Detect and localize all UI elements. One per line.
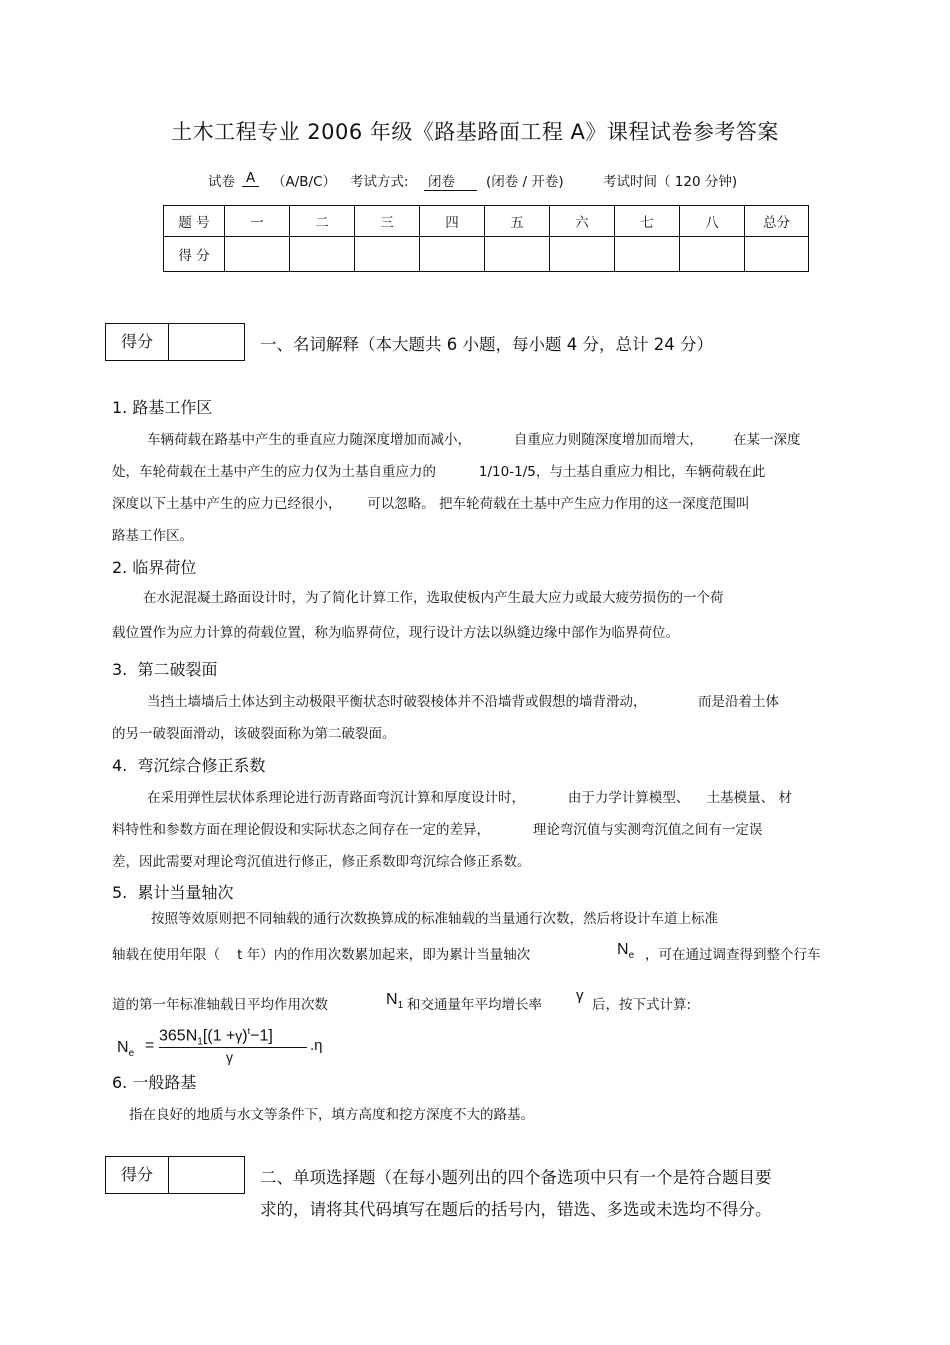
item-text-line: 在水泥混凝土路面设计时，为了简化计算工作，选取使板内产生最大应力或最大疲劳损伤的一个荷 [143, 590, 724, 606]
exam-time: 考试时间（ 120 分钟) [603, 174, 738, 190]
section2-heading-line2: 求的，请将其代码填写在题后的括号内，错选、多选或未选均不得分。 [260, 1200, 772, 1219]
section2-score-label: 得分 [106, 1157, 169, 1193]
paper-label: 试卷 [208, 174, 235, 190]
formula-numerator-b: [(1 + [202, 1027, 236, 1045]
item-text-line: 在采用弹性层状体系理论进行沥青路面弯沉计算和厚度设计时， 由于力学计算模型、 土基模量、 材 [147, 790, 792, 806]
formula-lhs [117, 1039, 134, 1059]
item-text-line: 按照等效原则把不同轴载的通行次数换算成的标准轴载的当量通行次数，然后将设计车道上标准 [151, 911, 718, 927]
score-cell[interactable] [615, 237, 680, 272]
score-table-score-row [164, 237, 809, 272]
score-cell[interactable] [680, 237, 745, 272]
section1-heading: 一、名词解释（本大题共 6 小题，每小题 4 分，总计 24 分） [260, 335, 713, 354]
paper-options: （A/B/C） [272, 174, 337, 190]
header-cell: 五 [485, 206, 550, 237]
score-row-label: 得 分 [164, 237, 225, 272]
symbol-n1 [386, 991, 403, 1011]
header-cell: 八 [680, 206, 745, 237]
symbol-gamma: γ [576, 987, 584, 1004]
item-title: 6. 一般路基 [112, 1073, 197, 1092]
formula-equals: = [145, 1037, 155, 1054]
item-text-line: 当挡土墙墙后土体达到主动极限平衡状态时破裂棱体并不沿墙背或假想的墙背滑动， 而是沿着土体 [147, 694, 779, 710]
score-cell[interactable] [290, 237, 355, 272]
header-cell: 三 [355, 206, 420, 237]
item-title: 3. 第二破裂面 [112, 660, 218, 679]
item-text-line: 深度以下土基中产生的应力已经很小， 可以忽略。 把车轮荷载在土基中产生应力作用的这一深度范围叫 [112, 496, 750, 512]
item-text-line: 的另一破裂面滑动，该破裂面称为第二破裂面。 [112, 726, 396, 742]
header-cell: 题 号 [164, 206, 225, 237]
formula-numerator-c: ) [242, 1027, 248, 1045]
paper-value [242, 170, 259, 187]
section2-score-box [105, 1156, 245, 1194]
score-cell[interactable] [485, 237, 550, 272]
item-text-line: 载位置作为应力计算的荷载位置，称为临界荷位，现行设计方法以纵缝边缘中部作为临界荷位。 [112, 625, 679, 641]
formula-numerator-gamma: γ [235, 1027, 243, 1044]
formula-denominator: γ [226, 1049, 233, 1065]
formula-numerator-a: 365 [159, 1027, 186, 1045]
item-title: 2. 临界荷位 [112, 558, 197, 577]
formula-numerator-d: −1] [250, 1027, 273, 1045]
section1-score-label: 得分 [106, 324, 169, 360]
score-cell[interactable] [745, 237, 809, 272]
formula-fraction-line [159, 1047, 307, 1048]
header-cell: 二 [290, 206, 355, 237]
symbol-ne [617, 941, 634, 961]
formula-numerator-n-sub: 1 [197, 1036, 203, 1048]
item-text-line: 路基工作区。 [112, 528, 193, 544]
formula-numerator-exp: t [247, 1026, 251, 1036]
symbol-n1-main: N [386, 991, 398, 1008]
section1-score-box [105, 323, 245, 361]
header-cell: 一 [225, 206, 290, 237]
item-text-line: 道的第一年标准轴载日平均作用次数 [112, 997, 328, 1013]
header-cell: 六 [550, 206, 615, 237]
formula-numerator-n: N [185, 1027, 198, 1045]
exam-mode-value-text: 闭卷 [424, 170, 477, 191]
symbol-n1-sub: 1 [397, 1000, 404, 1012]
exam-title: 土木工程专业 2006 年级《路基路面工程 A》课程试卷参考答案 [171, 120, 779, 144]
exam-mode-label: 考试方式: [350, 174, 409, 190]
item-text-line: 车辆荷载在路基中产生的垂直应力随深度增加而减小， 自重应力则随深度增加而增大， 在某一深度 [147, 432, 801, 448]
header-cell: 四 [420, 206, 485, 237]
item-text-line: ，可在通过调查得到整个行车 [645, 947, 821, 963]
score-cell[interactable] [550, 237, 615, 272]
item-text-line: 差，因此需要对理论弯沉值进行修正，修正系数即弯沉综合修正系数。 [112, 854, 531, 870]
item-text-line: 料特性和参数方面在理论假设和实际状态之间存在一定的差异， 理论弯沉值与实测弯沉值之间有一定误 [112, 822, 763, 838]
score-cell[interactable] [225, 237, 290, 272]
exam-mode-value [424, 170, 477, 191]
formula-lhs-main: N [117, 1039, 129, 1056]
header-cell: 总分 [745, 206, 809, 237]
paper-value-text: A [242, 170, 259, 187]
exam-mode-options: (闭卷 / 开卷) [486, 174, 564, 190]
item-title: 1. 路基工作区 [112, 398, 213, 417]
symbol-ne-main: N [617, 941, 629, 958]
item-text-line: 后，按下式计算: [592, 997, 692, 1013]
item-title: 5. 累计当量轴次 [112, 883, 234, 902]
item-text-line: 和交通量年平均增长率 [407, 997, 542, 1013]
formula-lhs-sub: e [128, 1048, 135, 1060]
formula-numerator [159, 1026, 273, 1048]
header-cell: 七 [615, 206, 680, 237]
item-text-line: 指在良好的地质与水文等条件下，填方高度和挖方深度不大的路基。 [129, 1107, 534, 1123]
section2-heading-line1: 二、单项选择题（在每小题列出的四个备选项中只有一个是符合题目要 [260, 1168, 772, 1187]
item-text-line: 轴载在使用年限（ t 年）内的作用次数累加起来，即为累计当量轴次 [112, 947, 531, 963]
score-cell[interactable] [420, 237, 485, 272]
cumulative-axle-formula [112, 1022, 352, 1068]
symbol-ne-sub: e [628, 950, 635, 962]
item-title: 4. 弯沉综合修正系数 [112, 756, 266, 775]
score-table [163, 205, 809, 272]
item-text-line: 处，车轮荷载在土基中产生的应力仅为土基自重应力的 1/10-1/5，与土基自重应力相比，车辆荷载在此 [112, 464, 766, 480]
score-cell[interactable] [355, 237, 420, 272]
formula-tail: .η [310, 1037, 323, 1054]
score-table-header-row [164, 206, 809, 237]
